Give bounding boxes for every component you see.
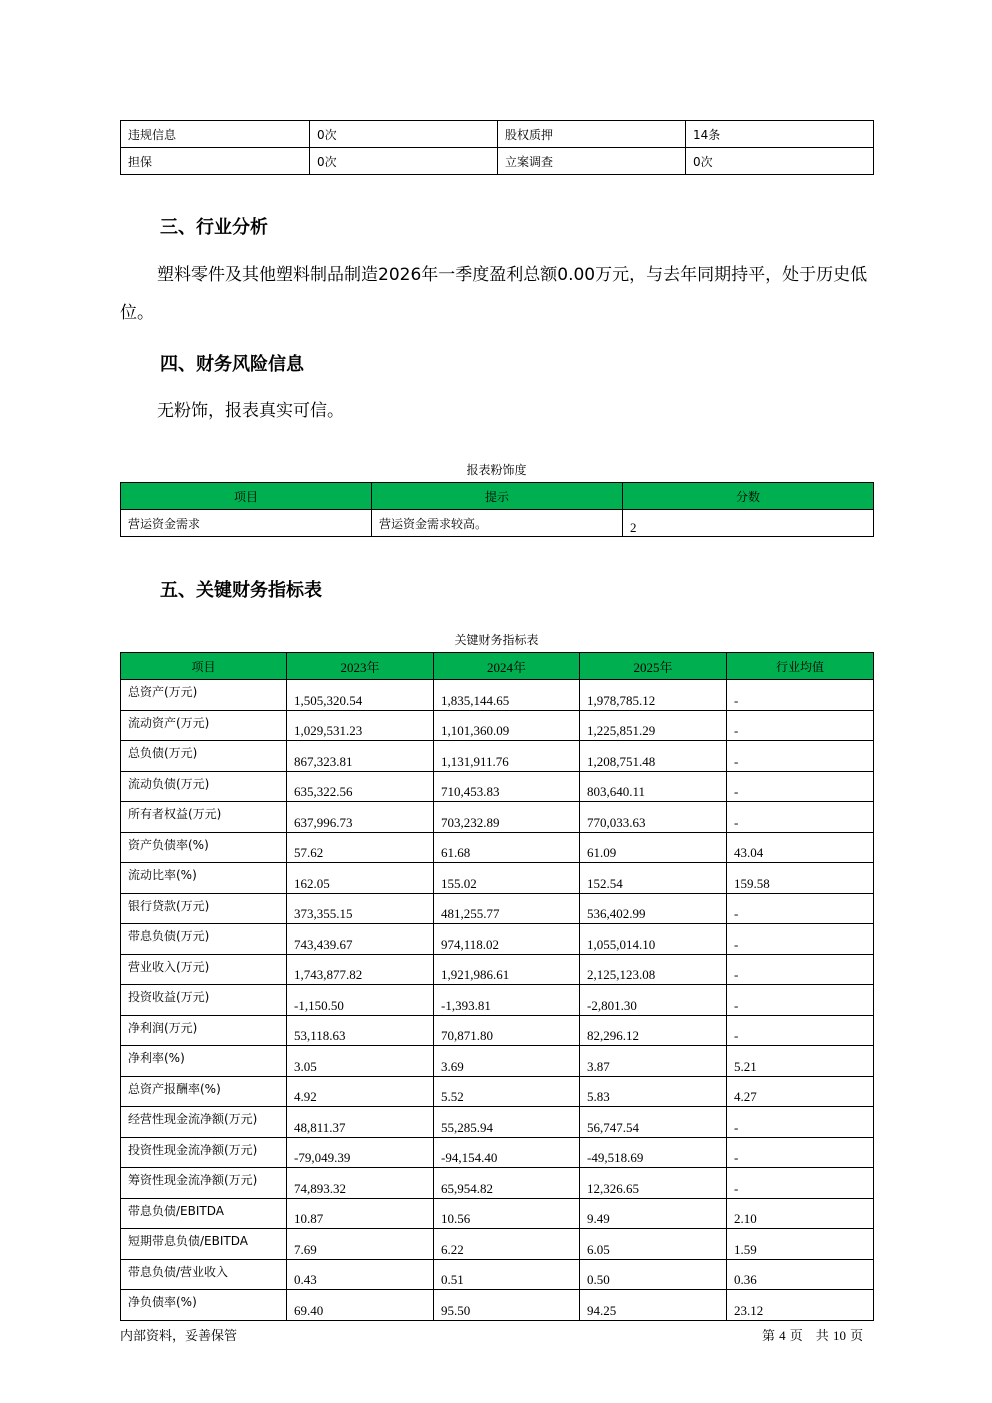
indicator-value: 536,402.99	[580, 893, 727, 924]
indicator-label: 带息负债/营业收入	[121, 1259, 287, 1290]
indicator-label: 总资产(万元)	[121, 680, 287, 711]
indicator-value: 974,118.02	[434, 924, 580, 955]
indicator-value: 5.21	[727, 1046, 874, 1077]
indicator-value: -79,049.39	[287, 1137, 434, 1168]
column-header: 2025年	[580, 653, 727, 680]
column-header: 项目	[121, 483, 372, 510]
key-financial-indicators-table	[120, 652, 874, 1321]
indicator-label: 带息负债/EBITDA	[121, 1198, 287, 1229]
indicator-label: 投资性现金流净额(万元)	[121, 1137, 287, 1168]
indicator-value: 373,355.15	[287, 893, 434, 924]
indicator-value: 70,871.80	[434, 1015, 580, 1046]
indicator-value: 152.54	[580, 863, 727, 894]
indicator-value: 1,835,144.65	[434, 680, 580, 711]
indicator-value: 4.92	[287, 1076, 434, 1107]
indicator-label: 银行贷款(万元)	[121, 893, 287, 924]
indicator-value: 159.58	[727, 863, 874, 894]
indicator-value: 1,225,851.29	[580, 710, 727, 741]
indicator-value: 5.52	[434, 1076, 580, 1107]
risk-item-label: 违规信息	[121, 121, 310, 148]
indicator-label: 所有者权益(万元)	[121, 802, 287, 833]
indicator-value: 82,296.12	[580, 1015, 727, 1046]
indicator-value: -1,393.81	[434, 985, 580, 1016]
industry-text: 塑料零件及其他塑料制品制造2026年一季度盈利总额0.00万元，与去年同期持平，处于历史低位。	[120, 265, 868, 323]
indicator-value: -	[727, 985, 874, 1016]
key-indicators-heading: 五、关键财务指标表	[160, 580, 322, 601]
table-row	[121, 1015, 874, 1046]
table-row	[121, 741, 874, 772]
table-row	[121, 863, 874, 894]
indicator-value: 74,893.32	[287, 1168, 434, 1199]
indicator-value: -	[727, 893, 874, 924]
indicator-label: 流动资产(万元)	[121, 710, 287, 741]
indicator-value: 55,285.94	[434, 1107, 580, 1138]
indicator-value: 95.50	[434, 1290, 580, 1321]
indicator-value: 3.69	[434, 1046, 580, 1077]
indicator-value: 637,996.73	[287, 802, 434, 833]
indicator-value: 5.83	[580, 1076, 727, 1107]
indicator-label: 净利润(万元)	[121, 1015, 287, 1046]
indicator-value: 803,640.11	[580, 771, 727, 802]
table-row	[121, 802, 874, 833]
indicator-value: 43.04	[727, 832, 874, 863]
indicator-value: -	[727, 1168, 874, 1199]
key-indicators-caption: 关键财务指标表	[454, 633, 539, 647]
indicator-value: 7.69	[287, 1229, 434, 1260]
indicator-value: -	[727, 771, 874, 802]
column-header: 提示	[372, 483, 623, 510]
table-row	[121, 893, 874, 924]
indicator-value: 94.25	[580, 1290, 727, 1321]
indicator-value: -2,801.30	[580, 985, 727, 1016]
indicator-value: 6.22	[434, 1229, 580, 1260]
indicator-value: -	[727, 954, 874, 985]
indicator-value: 3.87	[580, 1046, 727, 1077]
indicator-value: -1,150.50	[287, 985, 434, 1016]
indicator-value: 6.05	[580, 1229, 727, 1260]
page-label-suffix: 页	[850, 1329, 864, 1344]
indicator-value: 770,033.63	[580, 802, 727, 833]
indicator-value: -94,154.40	[434, 1137, 580, 1168]
indicator-value: 155.02	[434, 863, 580, 894]
risk-info-table	[120, 120, 874, 175]
indicator-value: 57.62	[287, 832, 434, 863]
risk-item-label: 立案调查	[498, 148, 686, 175]
indicator-value: -	[727, 802, 874, 833]
indicator-value: 703,232.89	[434, 802, 580, 833]
table-row	[121, 710, 874, 741]
table-row	[121, 924, 874, 955]
table-row	[121, 148, 874, 175]
industry-heading: 三、行业分析	[160, 217, 268, 238]
column-header: 分数	[623, 483, 874, 510]
table-cell: 2	[623, 510, 874, 537]
table-row	[121, 1290, 874, 1321]
indicator-value: 1,921,986.61	[434, 954, 580, 985]
table-row	[121, 680, 874, 711]
indicator-value: 867,323.81	[287, 741, 434, 772]
indicator-label: 总负债(万元)	[121, 741, 287, 772]
indicator-value: 1,029,531.23	[287, 710, 434, 741]
indicator-value: 1.59	[727, 1229, 874, 1260]
risk-item-value: 0次	[310, 121, 498, 148]
indicator-label: 带息负债(万元)	[121, 924, 287, 955]
indicator-label: 筹资性现金流净额(万元)	[121, 1168, 287, 1199]
indicator-value: 10.87	[287, 1198, 434, 1229]
indicator-value: 710,453.83	[434, 771, 580, 802]
indicator-label: 净负债率(%)	[121, 1290, 287, 1321]
indicator-value: 1,055,014.10	[580, 924, 727, 955]
indicator-value: 481,255.77	[434, 893, 580, 924]
indicator-value: -	[727, 710, 874, 741]
table-row	[121, 954, 874, 985]
table-header-row	[121, 483, 874, 510]
indicator-value: 743,439.67	[287, 924, 434, 955]
indicator-value: 1,101,360.09	[434, 710, 580, 741]
indicator-value: 4.27	[727, 1076, 874, 1107]
indicator-value: -	[727, 1107, 874, 1138]
indicator-value: 0.51	[434, 1259, 580, 1290]
indicator-value: 0.43	[287, 1259, 434, 1290]
indicator-value: 10.56	[434, 1198, 580, 1229]
indicator-value: 2.10	[727, 1198, 874, 1229]
column-header: 行业均值	[727, 653, 874, 680]
table-row	[121, 771, 874, 802]
column-header: 项目	[121, 653, 287, 680]
indicator-value: 12,326.65	[580, 1168, 727, 1199]
fraud-degree-table	[120, 482, 874, 537]
indicator-value: -49,518.69	[580, 1137, 727, 1168]
risk-item-value: 0次	[686, 148, 874, 175]
indicator-value: 1,978,785.12	[580, 680, 727, 711]
table-cell: 营运资金需求较高。	[372, 510, 623, 537]
table-cell: 营运资金需求	[121, 510, 372, 537]
fraud-table-caption: 报表粉饰度	[466, 463, 527, 477]
indicator-value: -	[727, 680, 874, 711]
risk-item-label: 担保	[121, 148, 310, 175]
table-row	[121, 1168, 874, 1199]
indicator-value: 0.50	[580, 1259, 727, 1290]
indicator-value: 162.05	[287, 863, 434, 894]
indicator-value: 1,505,320.54	[287, 680, 434, 711]
indicator-label: 投资收益(万元)	[121, 985, 287, 1016]
table-row	[121, 510, 874, 537]
table-row	[121, 1259, 874, 1290]
indicator-label: 总资产报酬率(%)	[121, 1076, 287, 1107]
indicator-value: -	[727, 741, 874, 772]
indicator-value: 53,118.63	[287, 1015, 434, 1046]
indicator-value: 1,743,877.82	[287, 954, 434, 985]
risk-item-label: 股权质押	[498, 121, 686, 148]
indicator-label: 经营性现金流净额(万元)	[121, 1107, 287, 1138]
footer-page-indicator	[762, 1325, 863, 1344]
indicator-value: 2,125,123.08	[580, 954, 727, 985]
indicator-value: 3.05	[287, 1046, 434, 1077]
table-row	[121, 1046, 874, 1077]
indicator-label: 净利率(%)	[121, 1046, 287, 1077]
table-header-row	[121, 653, 874, 680]
table-row	[121, 1229, 874, 1260]
table-row	[121, 1198, 874, 1229]
indicator-value: 61.09	[580, 832, 727, 863]
indicator-value: -	[727, 1015, 874, 1046]
page-label-prefix: 第	[762, 1329, 776, 1344]
table-row	[121, 985, 874, 1016]
risk-item-value: 0次	[310, 148, 498, 175]
indicator-value: 65,954.82	[434, 1168, 580, 1199]
column-header: 2023年	[287, 653, 434, 680]
page-label-mid: 页 共	[789, 1329, 829, 1344]
indicator-value: 69.40	[287, 1290, 434, 1321]
risk-item-value: 14条	[686, 121, 874, 148]
indicator-value: 48,811.37	[287, 1107, 434, 1138]
table-row	[121, 1137, 874, 1168]
indicator-label: 流动负债(万元)	[121, 771, 287, 802]
footer-confidential-note: 内部资料，妥善保管	[120, 1329, 238, 1344]
indicator-label: 营业收入(万元)	[121, 954, 287, 985]
page-number: 4	[779, 1328, 786, 1343]
financial-risk-text: 无粉饰，报表真实可信。	[157, 401, 344, 421]
table-row	[121, 1107, 874, 1138]
indicator-value: 1,131,911.76	[434, 741, 580, 772]
indicator-value: 1,208,751.48	[580, 741, 727, 772]
indicator-value: 635,322.56	[287, 771, 434, 802]
table-row	[121, 121, 874, 148]
indicator-value: -	[727, 1137, 874, 1168]
indicator-value: -	[727, 924, 874, 955]
indicator-value: 56,747.54	[580, 1107, 727, 1138]
financial-risk-heading: 四、财务风险信息	[160, 354, 304, 375]
indicator-value: 61.68	[434, 832, 580, 863]
indicator-label: 资产负债率(%)	[121, 832, 287, 863]
indicator-value: 23.12	[727, 1290, 874, 1321]
indicator-label: 短期带息负债/EBITDA	[121, 1229, 287, 1260]
table-row	[121, 832, 874, 863]
table-row	[121, 1076, 874, 1107]
page-total: 10	[832, 1328, 846, 1343]
column-header: 2024年	[434, 653, 580, 680]
indicator-value: 9.49	[580, 1198, 727, 1229]
indicator-label: 流动比率(%)	[121, 863, 287, 894]
indicator-value: 0.36	[727, 1259, 874, 1290]
